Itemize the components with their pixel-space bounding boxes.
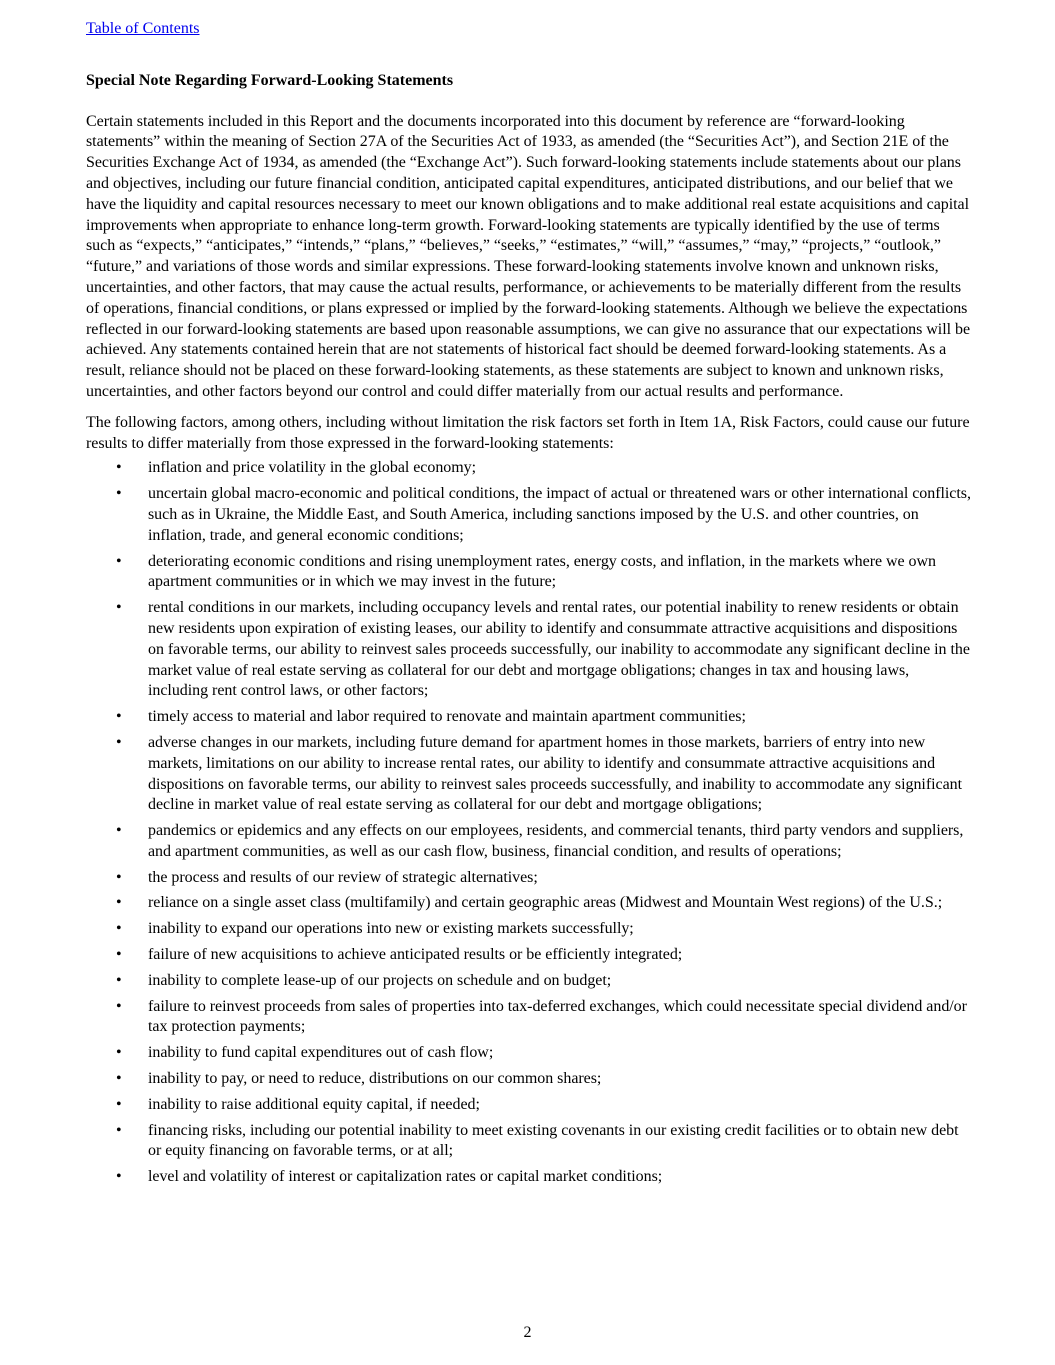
- list-item-text: inability to pay, or need to reduce, distributions on our common shares;: [148, 1070, 602, 1088]
- section-heading: Special Note Regarding Forward-Looking Statements: [86, 71, 454, 89]
- bullet-icon: •: [116, 459, 122, 477]
- list-item-text: uncertain global macro-economic and political conditions, the impact of actual or threatened wars or other international conflicts, such as in Ukraine, the Middle East, and South America, including sanctions imposed by the U.S. and other countries, on inflation, trade, and general economic conditions;: [148, 485, 971, 544]
- bullet-icon: •: [116, 868, 122, 886]
- bullet-icon: •: [116, 1044, 122, 1062]
- bullet-icon: •: [116, 708, 122, 726]
- bullet-icon: •: [116, 822, 122, 840]
- list-item-text: pandemics or epidemics and any effects on our employees, residents, and commercial tenants, third party vendors and suppliers, and apartment communities, as well as our cash flow, business, financial condition, and results of operations;: [148, 822, 964, 860]
- bullet-icon: •: [116, 1121, 122, 1139]
- list-item-text: level and volatility of interest or capitalization rates or capital market conditions;: [148, 1168, 663, 1186]
- list-item: [86, 458, 972, 479]
- list-item: [86, 1043, 972, 1064]
- risk-factor-list: [86, 458, 972, 1188]
- bullet-icon: •: [116, 971, 122, 989]
- list-item: [86, 1167, 972, 1188]
- bullet-icon: •: [116, 599, 122, 617]
- list-item-text: deteriorating economic conditions and rising unemployment rates, energy costs, and inflation, in the markets where we own apartment communities or in which we may invest in the future;: [148, 552, 936, 591]
- page-number: 2: [523, 1324, 532, 1341]
- bullet-icon: •: [116, 1168, 122, 1186]
- bullet-icon: •: [116, 1070, 122, 1088]
- list-item-text: failure of new acquisitions to achieve anticipated results or be efficiently integrated;: [148, 946, 683, 964]
- list-item: [86, 1121, 972, 1163]
- table-of-contents-link[interactable]: Table of Contents: [86, 20, 200, 37]
- bullet-icon: •: [116, 920, 122, 938]
- list-item: [86, 971, 972, 992]
- bullet-icon: •: [116, 1095, 122, 1113]
- factors-intro-paragraph: The following factors, among others, including without limitation the risk factors set forth in Item 1A, Risk Factors, could cause our future results to differ materially from those expressed in the forward-looking statements:: [86, 413, 970, 452]
- list-item: [86, 552, 972, 594]
- list-item: [86, 1069, 972, 1090]
- list-item: [86, 1095, 972, 1116]
- bullet-icon: •: [116, 552, 122, 570]
- bullet-icon: •: [116, 997, 122, 1015]
- list-item: [86, 598, 972, 702]
- list-item: [86, 733, 972, 816]
- list-item-text: rental conditions in our markets, including occupancy levels and rental rates, our potential inability to renew residents or obtain new residents upon expiration of existing leases, our ability to identify and consummate attractive acquisitions and dispositions on favorable terms, our ability to reinvest sales proceeds successfully, our inability to accommodate any significant decline in the market value of real estate serving as collateral for our debt and mortgage obligations; changes in tax and housing laws, including rent control laws, or other factors;: [148, 599, 970, 700]
- list-item: [86, 821, 972, 863]
- forward-looking-intro-paragraph: Certain statements included in this Report and the documents incorporated into this document by reference are “forward-looking statements” within the meaning of Section 27A of the Securities Act of 1933, as amended (the “Securities Act”), and Section 21E of the Securities Exchange Act of 1934, as amended (the “Exchange Act”). Such forward-looking statements include statements about our plans and objectives, including our future financial condition, anticipated capital expenditures, anticipated distributions, and our belief that we have the liquidity and capital resources necessary to meet our known obligations and to make additional real estate acquisitions and capital improvements when appropriate to enhance long-term growth. Forward-looking statements are typically identified by the use of terms such as “expects,” “anticipates,” “intends,” “plans,” “believes,” “seeks,” “estimates,” “will,” “assumes,” “may,” “projects,” “outlook,” “future,” and variations of those words and similar expressions. These forward-looking statements involve known and unknown risks, uncertainties, and other factors, that may cause the actual results, performance, or achievements to be materially different from the results of operations, financial conditions, or plans expressed or implied by the forward-looking statements. Although we believe the expectations reflected in our forward-looking statements are based upon reasonable assumptions, we can give no assurance that our expectations will be achieved. Any statements contained herein that are not statements of historical fact should be deemed forward-looking statements. As a result, reliance should not be placed on these forward-looking statements, as these statements are subject to known and unknown risks, uncertainties, and other factors beyond our control and could differ materially from our actual results and performance.: [86, 112, 971, 400]
- list-item: [86, 945, 972, 966]
- list-item: [86, 893, 972, 914]
- list-item-text: inability to expand our operations into new or existing markets successfully;: [148, 920, 634, 938]
- list-item: [86, 868, 972, 889]
- list-item-text: inflation and price volatility in the global economy;: [148, 459, 477, 477]
- list-item-text: failure to reinvest proceeds from sales of properties into tax-deferred exchanges, which could necessitate special dividend and/or tax protection payments;: [148, 997, 967, 1036]
- list-item-text: inability to fund capital expenditures out of cash flow;: [148, 1044, 494, 1062]
- list-item-text: inability to complete lease-up of our projects on schedule and on budget;: [148, 971, 612, 989]
- document-page: [86, 19, 972, 1193]
- bullet-icon: •: [116, 894, 122, 912]
- list-item: [86, 707, 972, 728]
- list-item-text: inability to raise additional equity capital, if needed;: [148, 1095, 480, 1113]
- list-item-text: reliance on a single asset class (multifamily) and certain geographic areas (Midwest and Mountain West regions) of the U.S.;: [148, 894, 943, 912]
- list-item: [86, 997, 972, 1039]
- bullet-icon: •: [116, 485, 122, 503]
- list-item-text: financing risks, including our potential inability to meet existing covenants in our existing credit facilities or to obtain new debt or equity financing on favorable terms, or at all;: [148, 1121, 959, 1160]
- bullet-icon: •: [116, 946, 122, 964]
- bullet-icon: •: [116, 733, 122, 751]
- list-item: [86, 919, 972, 940]
- list-item-text: adverse changes in our markets, including future demand for apartment homes in those markets, barriers of entry into new markets, limitations on our ability to increase rental rates, our ability to identify and consummate attractive acquisitions and dispositions on favorable terms, our ability to reinvest sales proceeds successfully, and inability to accommodate any significant decline in market value of real estate serving as collateral for our debt and mortgage obligations;: [148, 733, 963, 814]
- list-item-text: timely access to material and labor required to renovate and maintain apartment communities;: [148, 708, 746, 726]
- list-item-text: the process and results of our review of strategic alternatives;: [148, 868, 538, 886]
- list-item: [86, 484, 972, 546]
